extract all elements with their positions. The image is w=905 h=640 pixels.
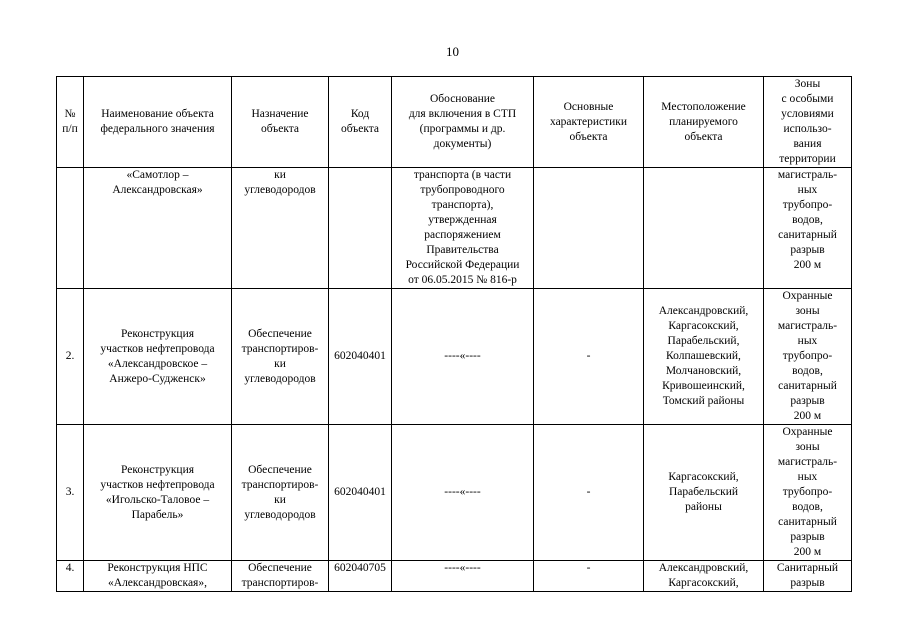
header-object-name: Наименование объекта федерального значения bbox=[84, 77, 232, 168]
cell-characteristics: - bbox=[534, 289, 644, 425]
table-header-row bbox=[57, 77, 852, 168]
federal-objects-table bbox=[56, 76, 852, 592]
cell-location: Александровский, Каргасокский, bbox=[644, 561, 764, 592]
cell-basis: транспорта (в части трубопроводного транспорта), утвержденная распоряжением Правительства Российской Федерации от 06.05.2015 № 816-р bbox=[392, 168, 534, 289]
cell-basis: ----«---- bbox=[392, 289, 534, 425]
cell-zones: магистраль- ных трубопро- водов, санитарный разрыв 200 м bbox=[764, 168, 852, 289]
table-row bbox=[57, 425, 852, 561]
cell-purpose: Обеспечение транспортиров- ки углеводородов bbox=[232, 425, 329, 561]
cell-basis: ----«---- bbox=[392, 425, 534, 561]
cell-number: 3. bbox=[57, 425, 84, 561]
header-zones: Зоны с особыми условиями использо- вания территории bbox=[764, 77, 852, 168]
cell-characteristics: - bbox=[534, 425, 644, 561]
header-code: Код объекта bbox=[329, 77, 392, 168]
header-location: Местоположение планируемого объекта bbox=[644, 77, 764, 168]
cell-purpose: Обеспечение транспортиров- bbox=[232, 561, 329, 592]
cell-number bbox=[57, 168, 84, 289]
cell-code bbox=[329, 168, 392, 289]
cell-location: Александровский, Каргасокский, Парабельский, Колпашевский, Молчановский, Кривошеинский, Томский районы bbox=[644, 289, 764, 425]
page-number: 10 bbox=[446, 44, 459, 59]
cell-characteristics bbox=[534, 168, 644, 289]
cell-code: 602040401 bbox=[329, 425, 392, 561]
cell-object-name: Реконструкция НПС «Александровская», bbox=[84, 561, 232, 592]
cell-characteristics: - bbox=[534, 561, 644, 592]
cell-number: 2. bbox=[57, 289, 84, 425]
header-basis: Обоснование для включения в СТП (программы и др. документы) bbox=[392, 77, 534, 168]
table-row bbox=[57, 289, 852, 425]
cell-zones: Охранные зоны магистраль- ных трубопро- водов, санитарный разрыв 200 м bbox=[764, 425, 852, 561]
cell-object-name: Реконструкция участков нефтепровода «Александровское – Анжеро-Судженск» bbox=[84, 289, 232, 425]
table-row bbox=[57, 561, 852, 592]
cell-object-name: «Самотлор – Александровская» bbox=[84, 168, 232, 289]
cell-zones: Санитарный разрыв bbox=[764, 561, 852, 592]
cell-location bbox=[644, 168, 764, 289]
header-characteristics: Основные характеристики объекта bbox=[534, 77, 644, 168]
table-row bbox=[57, 168, 852, 289]
header-number: № п/п bbox=[57, 77, 84, 168]
cell-zones: Охранные зоны магистраль- ных трубопро- водов, санитарный разрыв 200 м bbox=[764, 289, 852, 425]
cell-code: 602040705 bbox=[329, 561, 392, 592]
cell-number: 4. bbox=[57, 561, 84, 592]
cell-basis: ----«---- bbox=[392, 561, 534, 592]
cell-code: 602040401 bbox=[329, 289, 392, 425]
cell-location: Каргасокский, Парабельский районы bbox=[644, 425, 764, 561]
cell-purpose: ки углеводородов bbox=[232, 168, 329, 289]
cell-object-name: Реконструкция участков нефтепровода «Игольско-Таловое – Парабель» bbox=[84, 425, 232, 561]
header-purpose: Назначение объекта bbox=[232, 77, 329, 168]
cell-purpose: Обеспечение транспортиров- ки углеводородов bbox=[232, 289, 329, 425]
